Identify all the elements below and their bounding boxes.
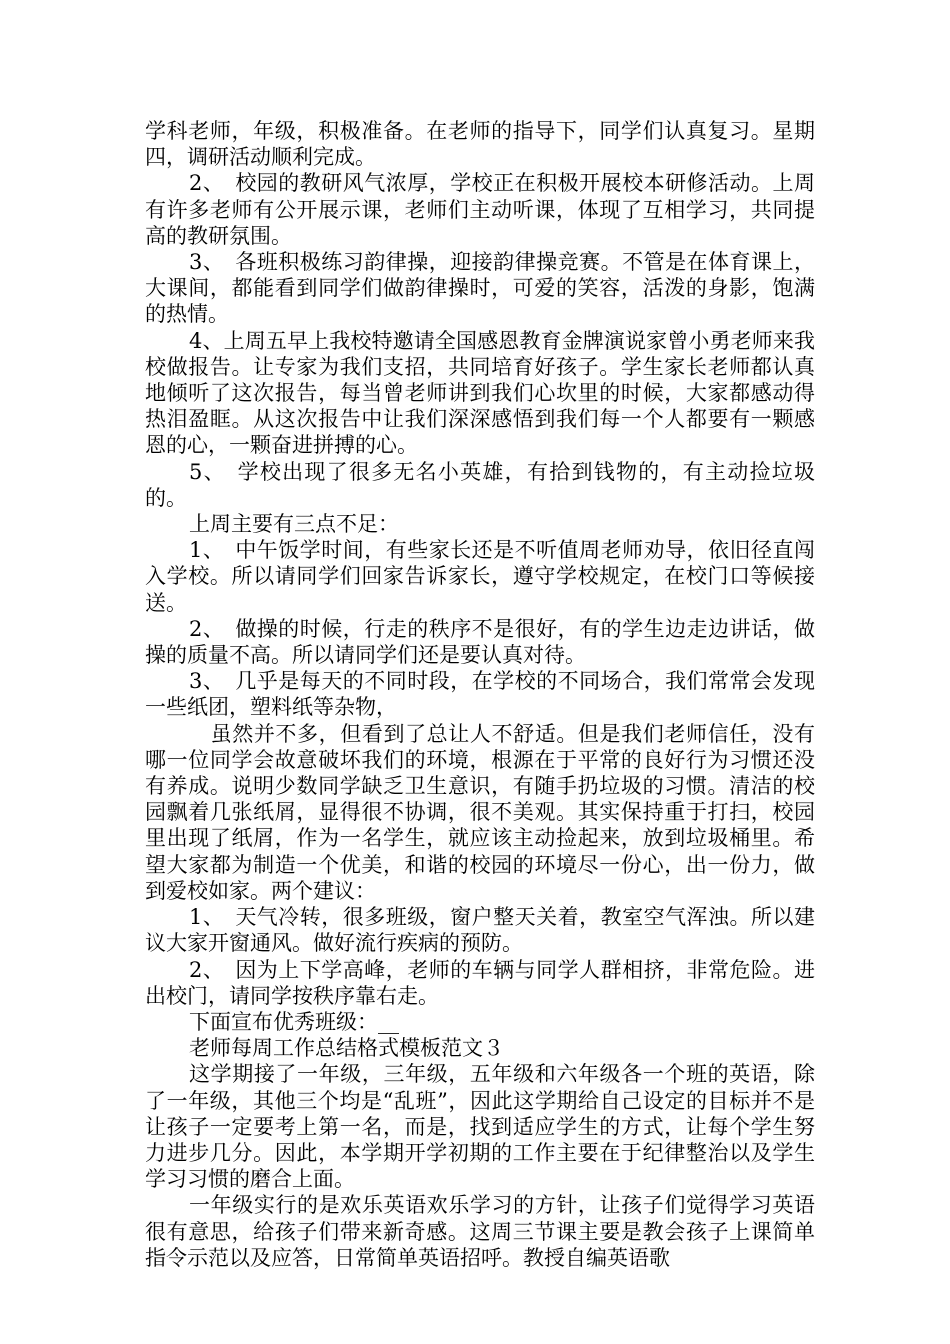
paragraph-excellent-classes: 下面宣布优秀班级：__	[189, 1009, 399, 1034]
paragraph-shortcomings-heading: 上周主要有三点不足：	[189, 512, 399, 537]
paragraph-item-3: 3、 各班积极练习韵律操，迎接韵律操竞赛。不管是在体育课上，大课间，都能看到同学们做韵律操时，可爱的笑容，活泼的身影，饱满的热情。	[145, 250, 815, 327]
paragraph-semester-intro: 这学期接了一年级，三年级，五年级和六年级各一个班的英语，除了一年级，其他三个均是“乱班”，因此这学期给自己设定的目标并不是让孩子一定要考上第一名，而是，找到适应学生的方式，让每个学生努力进步几分。因此，本学期开学初期的工作主要在于纪律整治以及学生学习习惯的磨合上面。	[145, 1062, 815, 1192]
paragraph-item-5: 5、 学校出现了很多无名小英雄，有拾到钱物的，有主动捡垃圾的。	[145, 459, 815, 510]
paragraph-shortcoming-1: 1、 中午饭学时间，有些家长还是不听值周老师劝导，依旧径直闯入学校。所以请同学们回家告诉家长，遵守学校规定，在校门口等候接送。	[145, 538, 815, 615]
paragraph-grade-one: 一年级实行的是欢乐英语欢乐学习的方针，让孩子们觉得学习英语很有意思，给孩子们带来新奇感。这周三节课主要是教会孩子上课简单指令示范以及应答，日常简单英语招呼。教授自编英语歌	[145, 1193, 815, 1270]
paragraph-shortcoming-3: 3、 几乎是每天的不同时段，在学校的不同场合，我们常常会发现一些纸团，塑料纸等杂物，	[145, 669, 815, 720]
section-title: 老师每周工作总结格式模板范文３	[189, 1036, 504, 1061]
paragraph-suggestion-1: 1、 天气冷转，很多班级，窗户整天关着，教室空气浑浊。所以建议大家开窗通风。做好流行疾病的预防。	[145, 905, 815, 956]
paragraph-suggestion-2: 2、 因为上下学高峰，老师的车辆与同学人群相挤，非常危险。进出校门，请同学按秩序靠右走。	[145, 957, 815, 1008]
paragraph-item-2: 2、 校园的教研风气浓厚，学校正在积极开展校本研修活动。上周有许多老师有公开展示课，老师们主动听课，体现了互相学习，共同提高的教研氛围。	[145, 171, 815, 248]
paragraph-item-4: 4、上周五早上我校特邀请全国感恩教育金牌演说家曾小勇老师来我校做报告。让专家为我们支招，共同培育好孩子。学生家长老师都认真地倾听了这次报告，每当曾老师讲到我们心坎里的时候，大家都感动得热泪盈眶。从这次报告中让我们深深感悟到我们每一个人都要有一颗感恩的心，一颗奋进拼搏的心。	[145, 328, 815, 458]
paragraph-environment: 虽然并不多，但看到了总让人不舒适。但是我们老师信任，没有哪一位同学会故意破坏我们的环境，根源在于平常的良好行为习惯还没有养成。说明少数同学缺乏卫生意识，有随手扔垃圾的习惯。清洁的校园飘着几张纸屑，显得很不协调，很不美观。其实保持重于打扫，校园里出现了纸屑，作为一名学生，就应该主动捡起来，放到垃圾桶里。希望大家都为制造一个优美，和谐的校园的环境尽一份心，出一份力，做到爱校如家。两个建议：	[145, 721, 815, 903]
paragraph-continuation: 学科老师，年级，积极准备。在老师的指导下，同学们认真复习。星期四，调研活动顺利完成。	[145, 119, 815, 170]
paragraph-shortcoming-2: 2、 做操的时候，行走的秩序不是很好，有的学生边走边讲话，做操的质量不高。所以请同学们还是要认真对待。	[145, 616, 815, 668]
document-page	[145, 118, 815, 1271]
